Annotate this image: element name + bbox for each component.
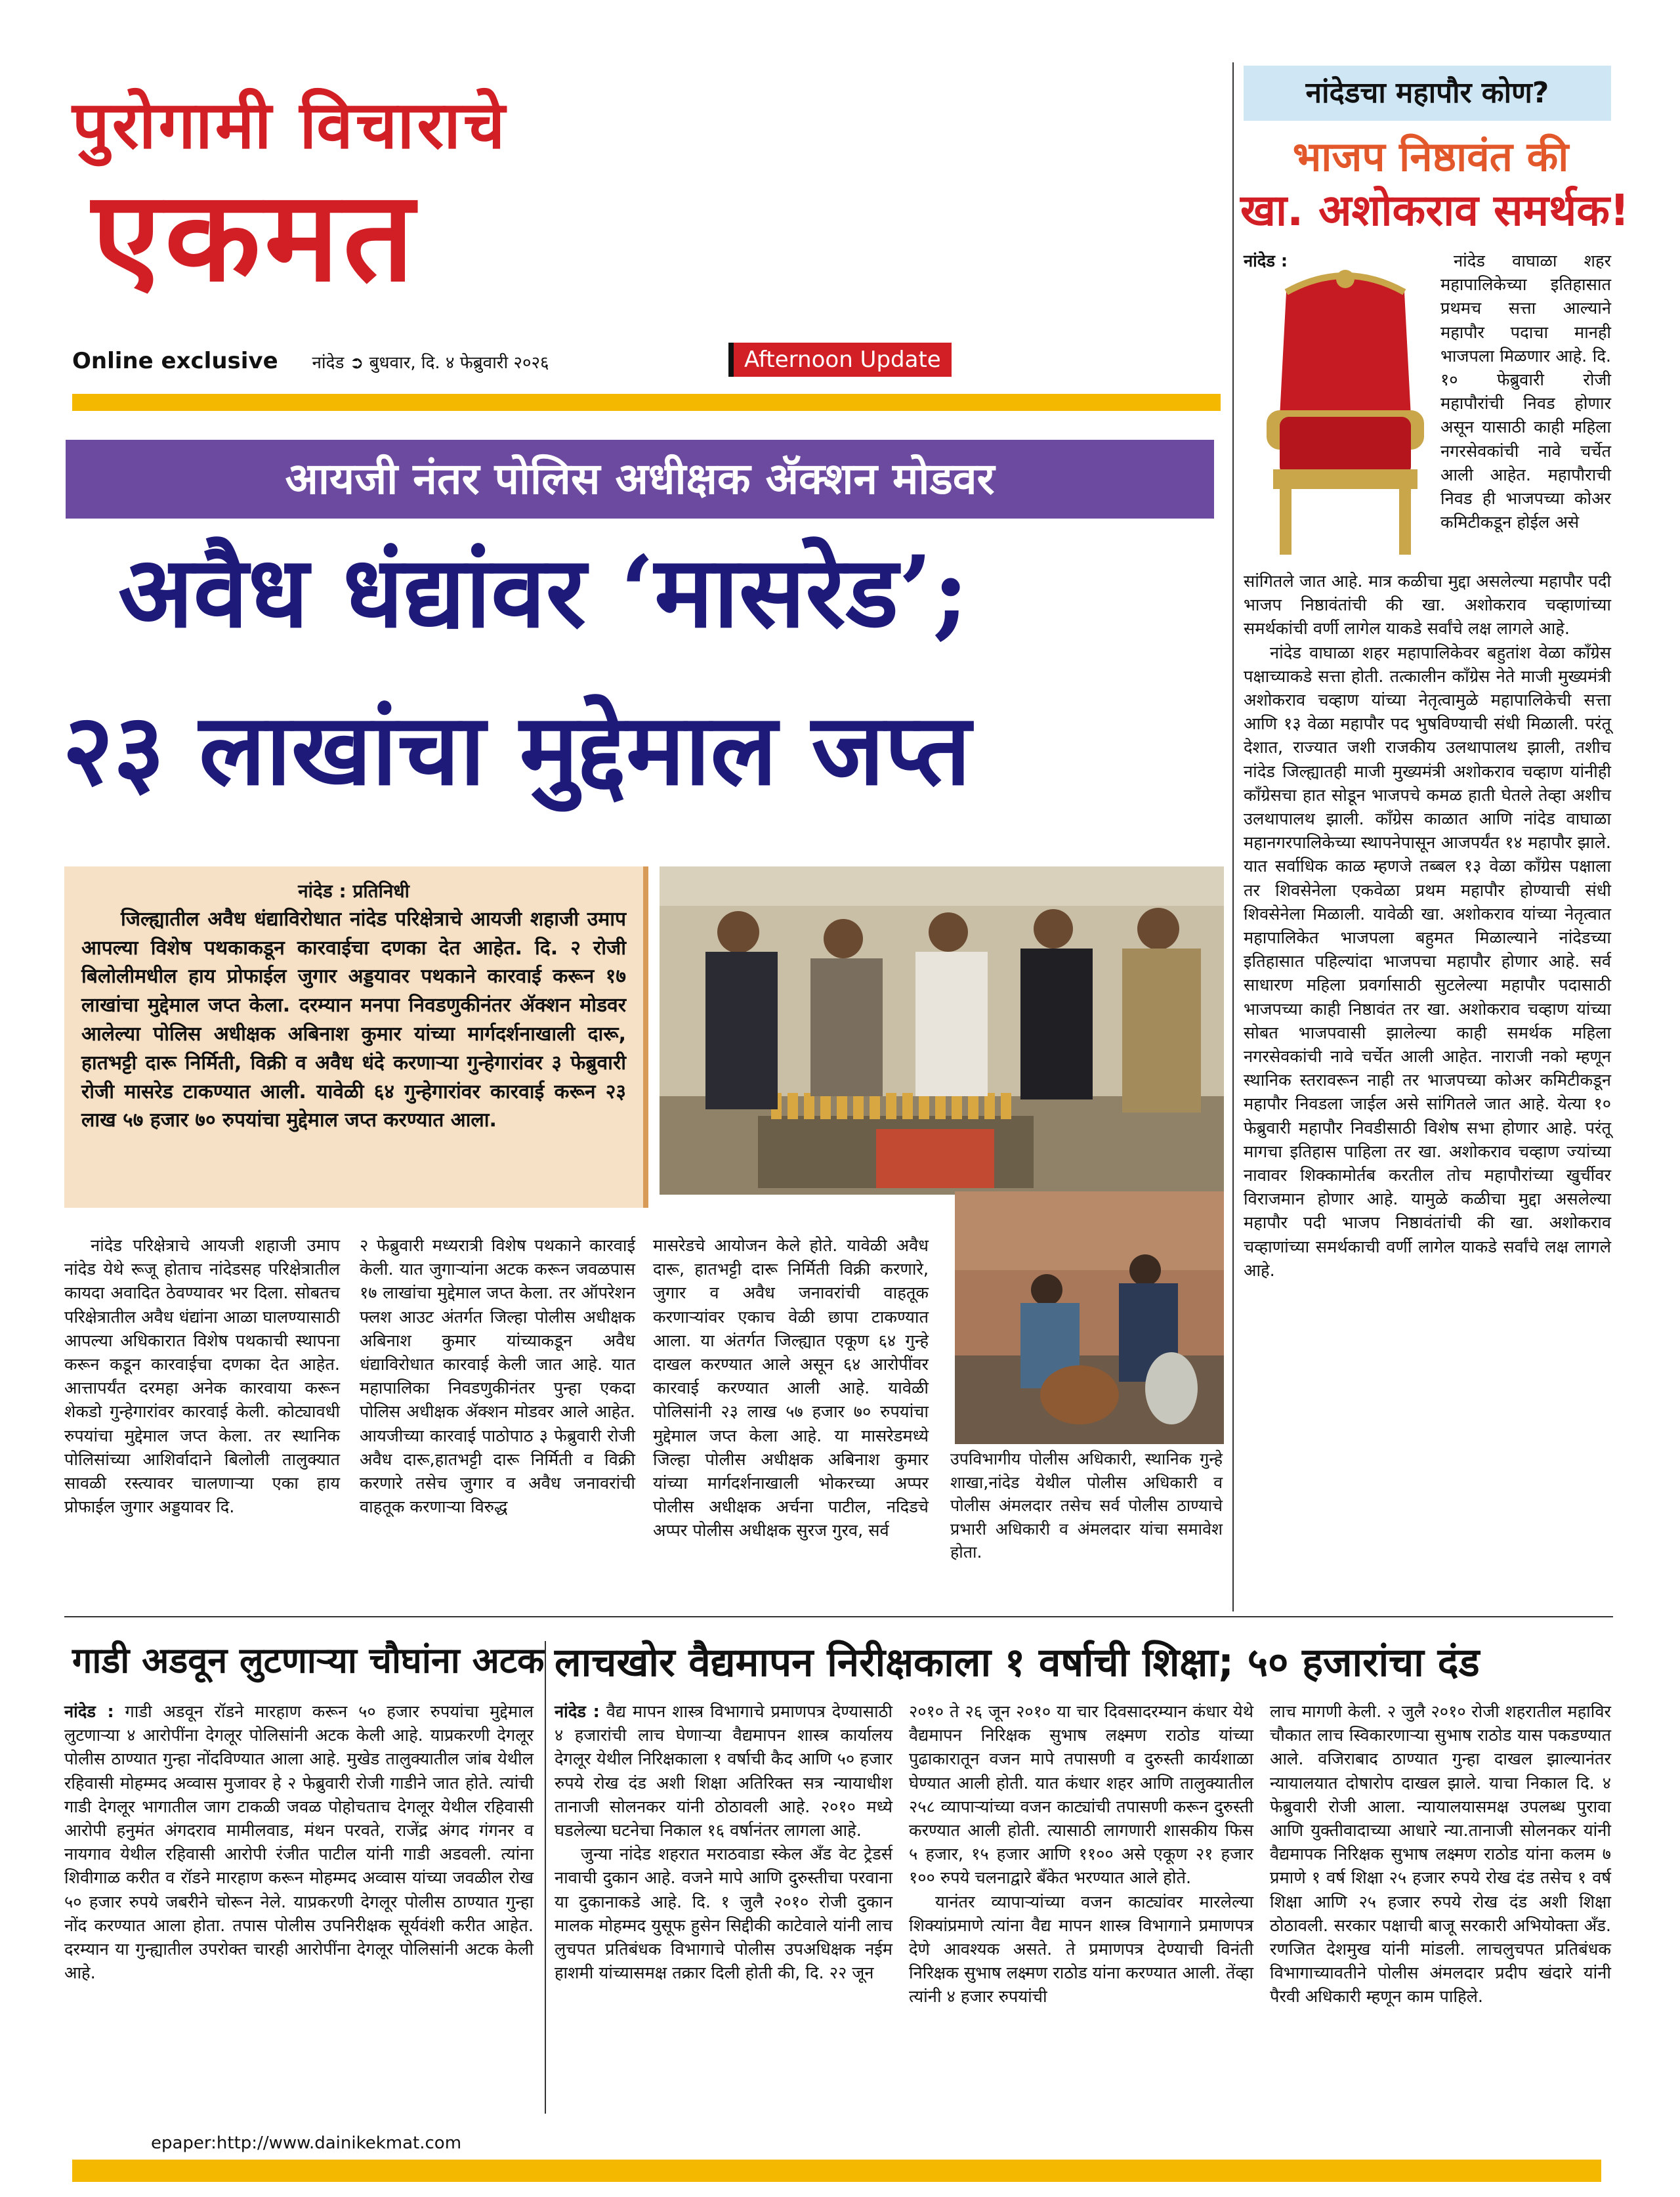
yellow-rule	[72, 394, 1221, 411]
main-kicker: आयजी नंतर पोलिस अधीक्षक ॲक्शन मोडवर	[66, 440, 1214, 519]
main-col-1	[64, 1234, 340, 1519]
story2-dateline: नांदेड :	[64, 1702, 114, 1722]
bottom-divider	[64, 1616, 1613, 1617]
main-headline-line2: २३ लाखांचा मुद्देमाल जप्त	[62, 692, 971, 807]
story3-col-1b-text: जुन्या नांदेड शहरात मराठवाडा स्केल अँड वेट ट्रेडर्स नावाची दुकान आहे. वजने मापे आणि दुरुस्तीचा परवाना या दुकानाकडे आहे. दि. १ जुलै २०१० रोजी दुकान मालक मोहम्मद युसूफ हुसेन सिद्दीकी काटेवाले यांनी लाच लुचपत प्रतिबंधक विभागाचे पोलीस उपअधिक्षक नईम हाशमी यांच्यासमक्ष तक्रार दिली होती की, दि. २२ जून	[555, 1845, 892, 1984]
intro-box	[64, 866, 648, 1208]
story3-col-2	[909, 1700, 1253, 2009]
story3-col-2-text: २०१० ते २६ जून २०१० या चार दिवसादरम्यान कंधार येथे वैद्यमापन निरिक्षक सुभाष लक्ष्मण राठोड यांच्या पुढाकारातून वजन मापे तपासणी व दुरुस्ती कार्यशाळा घेण्यात आली होती. यात कंधार शहर आणि तालुक्यातील २५८ व्यापाऱ्यांच्या वजन काट्यांची तपासणी करून दुरुस्ती करण्यात आली होती. त्यासाठी लागणारी शासकीय फिस ५ हजार, १५ हजार आणि ११०० असे एकूण २१ हजार १०० रुपये चलनाद्वारे बँकेत भरण्यात आले होते.	[909, 1702, 1253, 1888]
story2-body-text: गाडी अडवून रॉडने मारहाण करून ५० हजार रुपयांचा मुद्देमाल लुटणाऱ्या ४ आरोपींना देगलूर पोलिसांनी अटक केली आहे. याप्रकरणी देगलूर पोलीस ठाण्यात गुन्हा नोंदविण्यात आला आहे. मुखेड तालुक्यातील जांब येथील रहिवासी मोहम्मद अव्वास मुजावर हे २ फेब्रुवारी रोजी गाडीने जात होते. त्यांची गाडी देगलूर भागातील जाग टाकळी जवळ पोहोचताच देगलूर येथील रहिवासी आरोपी हनुमंत अंगदराव मामीलवाड, मंथन परवते, राजेंद्र अंगद गंगनर व नायगाव येथील रहिवासी आरोपी रंजीत पाटील यांनी गाडी अडवली. त्यांना शिवीगाळ करीत व रॉडने मारहाण करून मोहम्मद अव्वास यांच्या जवळील रोख ५० हजार रुपये जबरीने चोरून नेले. याप्रकरणी देगलूर पोलीस ठाण्यात गुन्हा नोंद करण्यात आला होता. तपास पोलीस उपनिरीक्षक सूर्यवंशी करीत आहेत. दरम्यान या गुन्ह्यातील उपरोक्त चारही आरोपींना देगलूर पोलिसांनी अटक केली आहे.	[64, 1702, 534, 1984]
photo-caption: उपविभागीय पोलीस अधिकारी, स्थानिक गुन्हे शाखा,नांदेड येथील पोलीस अधिकारी व पोलीस अंमलदार तसेच सर्व पोलीस ठाण्याचे प्रभारी अधिकारी व अंमलदार यांचा समावेश होता.	[950, 1449, 1223, 1562]
main-col-1-text: नांदेड परिक्षेत्राचे आयजी शहाजी उमाप नांदेड येथे रूजू होताच नांदेडसह परिक्षेत्रातील कायदा अवादित ठेवण्यावर भर दिला. सोबतच परिक्षेत्रातील अवैध धंद्यांना आळा घालण्यासाठी आपल्या अधिकारात विशेष पथकाची स्थापना करून कडून कारवाईचा दणका देत आहेत. आत्तापर्यंत दरमहा अनेक कारवाया करून शेकडो गुन्हेगारांवर कारवाई केली. कोट्यावधी रुपयांचा मुद्देमाल जप्त केला. तर स्थानिक पोलिसांच्या आशिर्वादाने बिलोली तालुक्यात सावळी रस्त्यावर चालणाऱ्या एका हाय प्रोफाईल जुगार अड्डयावर दि.	[64, 1236, 340, 1518]
sidebar-para-mid: सांगितले जात आहे. मात्र कळीचा मुद्दा असलेल्या महापौर पदी भाजप निष्ठावंतांची की खा. अशोकराव चव्हाणांच्या समर्थकांची वर्णी लागेल याकडे सर्वांचे लक्ष लागले आहे.	[1244, 572, 1611, 639]
main-headline-line1: अवैध धंद्यांवर ‘मासरेड’;	[118, 534, 969, 650]
story3-headline: लाचखोर वैद्यमापन निरीक्षकाला १ वर्षाची शिक्षा; ५० हजारांचा दंड	[555, 1640, 1480, 1686]
throne-chair-icon	[1260, 266, 1431, 561]
online-label: Online exclusive	[72, 348, 278, 374]
story3-col-3	[1270, 1700, 1611, 2009]
sidebar-question: नांदेडचा महापौर कोण?	[1244, 66, 1611, 121]
main-col-2-text: २ फेब्रुवारी मध्यरात्री विशेष पथकाने कारवाई केली. यात जुगाऱ्यांना अटक करून जवळपास १७ लाखांचा मुद्देमाल जप्त केला. तर ऑपरेशन फ्लश आउट अंतर्गत जिल्हा पोलीस अधीक्षक अबिनाश कुमार यांच्याकडून अवैध धंद्याविरोधात कारवाई केली जात आहे. यात महापालिका निवडणुकीनंतर पुन्हा एकदा पोलिस अधीक्षक ॲक्शन मोडवर आले आहेत. आयजीच्या कारवाई पाठोपाठ ३ फेब्रुवारी रोजी अवैध दारू,हातभट्टी दारू निर्मिती व विक्री करणारे तसेच जुगार व अवैध जनावरांची वाहतूक करणाऱ्या विरुद्ध	[360, 1236, 635, 1518]
sidebar-divider	[1232, 62, 1234, 1611]
masthead-logo: एकमत	[92, 163, 418, 309]
story3-col-1-text	[555, 1700, 892, 1843]
sidebar-body	[1244, 570, 1611, 1283]
city-date: नांदेड ➲ बुधवार, दि. ४ फेब्रुवारी २०२६	[312, 353, 549, 373]
story2-body	[64, 1700, 534, 1985]
sidebar-para-top: नांदेड वाघाळा शहर महापालिकेच्या इतिहासात प्रथमच सत्ता आल्याने महापौर पदाचा मानही भाजपला मिळणार आहे. दि. १० फेब्रुवारी रोजी महापौरांची निवड होणार असून यासाठी काही महिला नगरसेवकांची नावे चर्चेत आली आहेत. महापौराची निवड ही भाजपच्या कोअर कमिटीकडून होईल असे	[1440, 251, 1611, 533]
story-divider	[545, 1641, 546, 2114]
sidebar-title-line2: खा. अशोकराव समर्थक!	[1240, 185, 1630, 236]
story3-col-1-body: वैद्य मापन शास्त्र विभागाचे प्रमाणपत्र देण्यासाठी ४ हजारांची लाच घेणाऱ्या वैद्यमापन शास्त्र कार्यालय देगलूर येथील निरिक्षकाला १ वर्षाची कैद आणि ५० हजार रुपये रोख दंड अशी शिक्षा अतिरिक्त सत्र न्यायाधीश तानाजी सोलनकर यांनी ठोठावली आहे. २०१० मध्ये घडलेल्या घटनेचा निकाल १६ वर्षानंतर लागला आहे.	[555, 1702, 893, 1841]
main-col-3-text: मासरेडचे आयोजन केले होते. यावेळी अवैध दारू, हातभट्टी दारू निर्मिती विक्री करणारे, जुगार व अवैध जनावरांची वाहतूक करणाऱ्यांवर एकाच वेळी छापा टाकण्यात आला. या अंतर्गत जिल्ह्यात एकूण ६४ गुन्हे दाखल करण्यात आले असून ६४ आरोपींवर कारवाई करण्यात आली आहे. यावेळी पोलिसांनी २३ लाख ५७ हजार ७० रुपयांचा मुद्देमाल जप्त केला आहे. या मासरेडमध्ये जिल्हा पोलीस अधीक्षक अबिनाश कुमार यांच्या मार्गदर्शनाखाली भोकरच्या अप्पर पोलीस अधीक्षक अर्चना पाटील, नदिडचे अप्पर पोलीस अधीक्षक सुरज गुरव, सर्व	[653, 1236, 929, 1541]
intro-text: जिल्ह्यातील अवैध धंद्याविरोधात नांदेड परिक्षेत्राचे आयजी शहाजी उमाप आपल्या विशेष पथकाकडून कारवाईचा दणका देत आहेत. दि. २ रोजी बिलोलीमधील हाय प्रोफाईल जुगार अड्डयावर पथकाने कारवाई करून १७ लाखांचा मुद्देमाल जप्त केला. दरम्यान मनपा निवडणुकीनंतर ॲक्शन मोडवर आलेल्या पोलिस अधीक्षक अबिनाश कुमार यांच्या मार्गदर्शनाखाली दारू, हातभट्टी दारू निर्मिती, विक्री व अवैध धंदे करणाऱ्या गुन्हेगारांवर ३ फेब्रुवारी रोजी मासरेड टाकण्यात आली. यावेळी ६४ गुन्हेगारांवर कारवाई करून २३ लाख ५७ हजार ७० रुपयांचा मुद्देमाल जप्त करण्यात आला.	[81, 907, 626, 1132]
story2-text	[64, 1700, 534, 1985]
masthead-tagline: पुरोगामी विचाराचे	[72, 86, 508, 163]
story2-headline: गाडी अडवून लुटणाऱ्या चौघांना अटक	[72, 1640, 545, 1681]
sidebar-para-2: नांदेड वाघाळा शहर महापालिकेवर बहुतांश वेळा कॉंग्रेस पक्षाच्याकडे सत्ता होती. तत्कालीन कॉंग्रेस नेते माजी मुख्यमंत्री अशोकराव चव्हाण यांच्या नेतृत्वामुळे महापालिकेची सत्ता आणि १३ वेळा महापौर पद भुषविण्याची संधी मिळाली. परंतू देशात, राज्यात जशी राजकीय उलथापालथ झाली, तशीच नांदेड जिल्ह्यातही माजी मुख्यमंत्री अशोकराव चव्हाण यांनीही कॉंग्रेसचा हात सोडून भाजपचे कमळ हाती घेतले तेव्हा अशीच उलथापालथ झाली. कॉंग्रेस काळात आणि नांदेड वाघाळा महानगरपालिकेच्या स्थापनेपासून आजपर्यंत १४ महापौर झाले. यात सर्वाधिक काळ म्हणजे तब्बल १३ वेळा कॉंग्रेस पक्षाला तर शिवसेनेला एकवेळा प्रथम महापौर होण्याची संधी शिवसेनेला मिळाली. यावेळी खा. अशोकराव यांच्या नेतृत्वात महापालिकेत भाजपला बहुमत मिळाल्याने नांदेडच्या इतिहासात पहिल्यांदा भाजपचा महापौर होणार आहे. सर्व साधारण महिला प्रवर्गासाठी सुटलेल्या महापौर पदासाठी भाजपच्या काही निष्ठावंत तर खा. अशोकराव चव्हाण यांच्या सोबत भाजपवासी झालेल्या काही समर्थक महिला नगरसेवकांची नावे चर्चेत आली आहेत. नाराजी नको म्हणून स्थानिक स्तरावरून नाही तर भाजपच्या कोअर कमिटीकडून महापौर निवडला जाईल असे सांगितले जात आहे. येत्या १० फेब्रुवारी महापौर निवडीसाठी विशेष सभा होणार आहे. परंतू मागचा इतिहास पाहिला तर खा. अशोकराव चव्हाण ज्यांच्या नावावर शिक्कामोर्तब करतील तोच महापौरांच्या खुर्चीवर विराजमान होणार आहे. यामुळे कळीचा मुद्दा असलेल्या महापौर पदी भाजप निष्ठावंतांची की खा. अशोकराव चव्हाणांच्या समर्थकाची वर्णी लागेल याकडे सर्वांचे लक्ष लागले आहे.	[1244, 643, 1611, 1281]
story3-dateline: नांदेड :	[555, 1702, 600, 1722]
inspection-photo	[955, 1191, 1224, 1444]
sidebar-dateline: नांदेड :	[1244, 251, 1288, 271]
sidebar-wrap-text	[1440, 249, 1611, 534]
intro-byline: नांदेड : प्रतिनिधी	[298, 880, 410, 902]
bottom-yellow-bar	[72, 2160, 1601, 2182]
story3-col-1	[555, 1700, 892, 1985]
sidebar-title-line1: भाजप निष्ठावंत की	[1292, 133, 1569, 181]
epaper-link[interactable]: epaper:http://www.dainikekmat.com	[151, 2133, 462, 2153]
dateline	[72, 348, 549, 374]
update-badge: Afternoon Update	[728, 343, 952, 377]
police-team-photo	[660, 866, 1224, 1195]
main-col-3	[653, 1234, 929, 1543]
story3-col-2b-text: यानंतर व्यापाऱ्यांच्या वजन काट्यांवर मारलेल्या शिक्यांप्रमाणे त्यांना वैद्य मापन शास्त्र विभागाने प्रमाणपत्र देणे आवश्यक असते. ते प्रमाणपत्र देण्याची विनंती निरिक्षक सुभाष लक्ष्मण राठोड यांना करण्यात आली. तेंव्हा त्यांनी ४ हजार रुपयांची	[909, 1892, 1253, 2007]
story3-col-3-text: लाच मागणी केली. २ जुलै २०१० रोजी शहरातील महाविर चौकात लाच स्विकारणाऱ्या सुभाष राठोड यास पकडण्यात आले. वजिराबाद ठाण्यात गुन्हा दाखल झाल्यानंतर न्यायालयात दोषारोप दाखल झाले. याचा निकाल दि. ४ फेब्रुवारी रोजी आला. न्यायालयासमक्ष उपलब्ध पुरावा आणि युक्तीवादाच्या आधारे न्या.तानाजी सोलनकर यांनी वैद्यमापक निरिक्षक सुभाष लक्ष्मण राठोड यांना कलम ७ प्रमाणे १ वर्ष शिक्षा २५ हजार रुपये रोख दंड तसेच १ वर्ष शिक्षा आणि २५ हजार रुपये रोख दंड अशी शिक्षा ठोठावली. सरकार पक्षाची बाजू सरकारी अभियोक्ता अँड. रणजित देशमुख यांनी मांडली. लाचलुचपत प्रतिबंधक विभागाच्यावतीने पोलीस अंमलदार प्रदीप खंदारे यांनी पैरवी अधिकारी म्हणून काम पाहिले.	[1270, 1702, 1611, 2007]
main-col-2	[360, 1234, 635, 1519]
